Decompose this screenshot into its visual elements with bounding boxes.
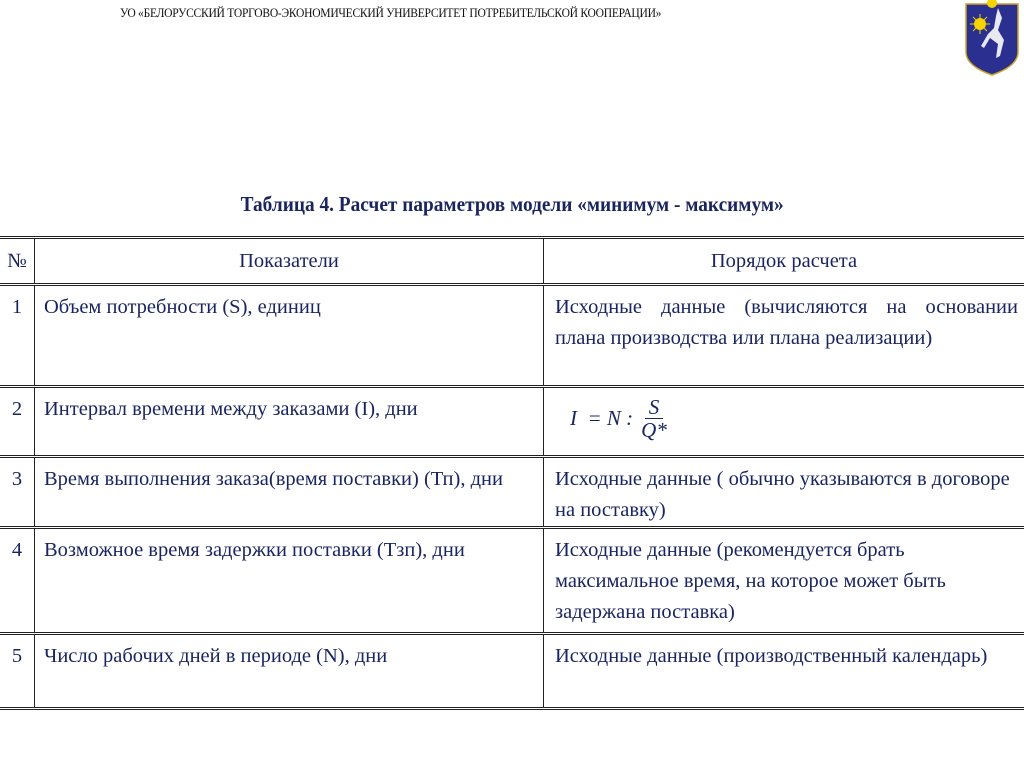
- calculation-cell: Исходные данные (вычисляются на основании плана производства или плана реализации): [544, 285, 1024, 387]
- table-row: [0, 285, 1024, 387]
- institution-header: УО «БЕЛОРУССКИЙ ТОРГОВО-ЭКОНОМИЧЕСКИЙ УНИВЕРСИТЕТ ПОТРЕБИТЕЛЬСКОЙ КООПЕРАЦИИ»: [120, 6, 662, 20]
- university-coat-of-arms-icon: [962, 0, 1022, 76]
- formula-denominator: Q*: [641, 417, 667, 442]
- indicator-cell: Время выполнения заказа(время поставки) (Тп), дни: [35, 457, 544, 528]
- row-number: 3: [0, 457, 35, 528]
- formula-lhs: I: [570, 405, 577, 430]
- table-header-row: [0, 238, 1024, 285]
- indicator-cell: Возможное время задержки поставки (Тзп), дни: [35, 528, 544, 634]
- row-number: 2: [0, 387, 35, 457]
- table-row: [0, 634, 1024, 709]
- row-number: 1: [0, 285, 35, 387]
- table-title-text: Таблица 4. Расчет параметров модели «минимум - максимум»: [240, 192, 784, 216]
- formula-operator: = N :: [587, 405, 634, 430]
- indicator-cell: Объем потребности (S), единиц: [35, 285, 544, 387]
- formula-numerator: S: [645, 396, 664, 419]
- row-number: 5: [0, 634, 35, 709]
- indicator-cell: Интервал времени между заказами (I), дни: [35, 387, 544, 457]
- table-row: [0, 457, 1024, 528]
- row-number: 4: [0, 528, 35, 634]
- table-title: [0, 192, 1024, 217]
- table-row: [0, 387, 1024, 457]
- column-header-number: №: [0, 238, 35, 285]
- indicator-cell: Число рабочих дней в периоде (N), дни: [35, 634, 544, 709]
- interval-formula: [544, 388, 1024, 448]
- table-row: [0, 528, 1024, 634]
- column-header-calculation: Порядок расчета: [544, 238, 1024, 285]
- model-parameters-table: [0, 236, 1024, 710]
- calculation-cell: [544, 387, 1024, 457]
- calculation-cell: Исходные данные (рекомендуется брать максимальное время, на которое может быть задержана поставка): [544, 528, 1024, 634]
- column-header-indicators: Показатели: [35, 238, 544, 285]
- calculation-cell: Исходные данные ( обычно указываются в договоре на поставку): [544, 457, 1024, 528]
- formula-fraction: [639, 396, 669, 441]
- calculation-cell: Исходные данные (производственный календарь): [544, 634, 1024, 709]
